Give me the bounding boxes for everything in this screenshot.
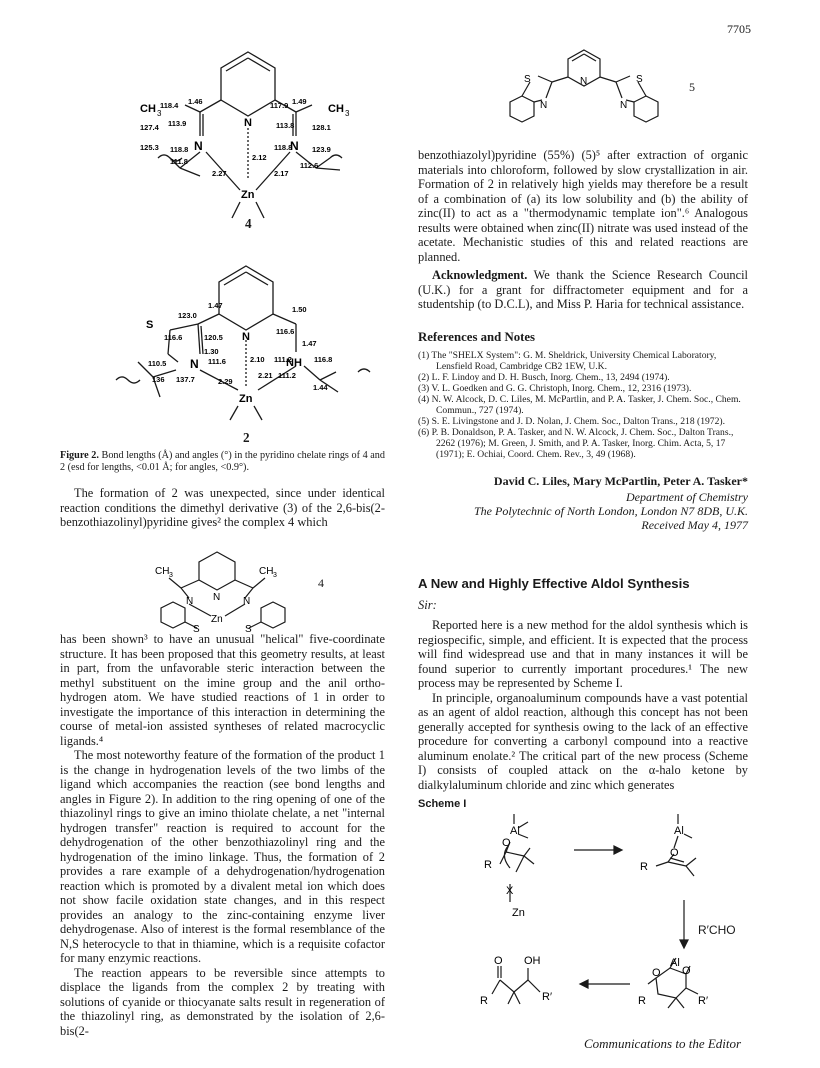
references-heading: References and Notes <box>418 330 536 344</box>
affiliation <box>418 490 748 532</box>
affiliation-institution: The Polytechnic of North London, London N7 8DB, U.K. <box>474 504 748 518</box>
left-paragraph-1 <box>60 486 385 530</box>
svg-text:N: N <box>194 139 203 153</box>
svg-text:123.0: 123.0 <box>178 311 197 320</box>
structure-5-number: 5 <box>689 80 695 94</box>
paragraph-text: The reaction appears to be reversible since attempts to displace the ligands from the complex 2 by treating with solutions of cyanide or thiocyanate salts result in regeneration of the thiazolinyl ring, as demonstrated by the isolation of 2,6-bis(2- <box>60 965 385 1038</box>
svg-text:120.5: 120.5 <box>204 333 223 342</box>
structure-4-label: 4 <box>245 216 252 231</box>
svg-text:113.9: 113.9 <box>168 119 187 128</box>
svg-text:136: 136 <box>152 375 165 384</box>
svg-text:2.29: 2.29 <box>218 377 233 386</box>
svg-text:1.30: 1.30 <box>204 347 219 356</box>
svg-text:OH: OH <box>524 955 541 967</box>
svg-text:111.6: 111.6 <box>208 357 226 366</box>
svg-text:Zn: Zn <box>239 393 253 405</box>
svg-text:123.9: 123.9 <box>312 145 331 154</box>
svg-text:S: S <box>524 74 531 85</box>
svg-text:CH: CH <box>140 103 156 115</box>
figure-caption-label: Figure 2. <box>60 450 99 461</box>
svg-text:3: 3 <box>345 109 350 118</box>
svg-text:1.44: 1.44 <box>313 383 328 392</box>
svg-text:110.5: 110.5 <box>148 359 167 368</box>
svg-text:N: N <box>540 100 548 111</box>
svg-text:1.49: 1.49 <box>292 97 307 106</box>
structure-4-diagram <box>140 40 380 240</box>
figure-2-caption <box>60 450 385 474</box>
paragraph-text: In principle, organoaluminum compounds have a vast potential as an agent of aldol reaction, although this concept has not been generally accepted for synthesis owing to the lack of an effective procedure for converting a carbonyl compound into a reactive aluminum enolate.² The critical part of the new process (Scheme I) consists of coupled attack on the α-halo ketone by dialkylaluminum chloride and zinc which generates <box>418 690 748 792</box>
svg-text:CH: CH <box>328 103 344 115</box>
paragraph-text: Reported here is a new method for the aldol synthesis which is regiospecific, simple, and efficient. It is expected that the process will find widespread use and that in many instances it will be found superior to currently important procedures.¹ The new process may be represented by Scheme I. <box>418 618 748 690</box>
svg-text:Al: Al <box>674 825 684 837</box>
svg-text:Zn: Zn <box>211 614 223 625</box>
page-number: 7705 <box>727 22 751 36</box>
svg-text:118.8: 118.8 <box>170 145 189 154</box>
svg-text:N: N <box>213 592 221 603</box>
structure-2-diagram <box>108 262 378 432</box>
footer-section: Communications to the Editor <box>584 1036 742 1051</box>
reference-item: (4) N. W. Alcock, D. C. Liles, M. McPartlin, and P. A. Tasker, J. Chem. Soc., Chem. Commun., 727 (1974). <box>418 394 741 416</box>
svg-text:2.27: 2.27 <box>212 169 227 178</box>
figure-caption-text: Bond lengths (Å) and angles (°) in the pyridino chelate rings of 4 and 2 (esd for lengths, <0.01 Å; for angles, <0.9°). <box>60 450 385 473</box>
svg-text:N: N <box>580 76 588 87</box>
scheme-label: Scheme I <box>418 798 467 810</box>
svg-text:S: S <box>636 74 643 85</box>
structure-5-diagram <box>500 42 670 138</box>
svg-text:N: N <box>186 596 194 607</box>
svg-text:O: O <box>494 955 503 967</box>
svg-text:R′: R′ <box>542 991 553 1003</box>
svg-text:117.9: 117.9 <box>270 101 289 110</box>
svg-text:127.4: 127.4 <box>140 123 159 132</box>
svg-text:O: O <box>652 967 661 979</box>
svg-text:N: N <box>244 117 252 129</box>
svg-text:Al: Al <box>670 957 680 969</box>
paragraph-text: has been shown³ to have an unusual "helical" five-coordinate structure. It has been proposed that this geometry results, at least in part, from the unfavorable steric interaction between the methyl substituent on the imine group and the anil ortho-hydrogen atom. We have studied reactions of 1 in order to investigate the importance of this interaction in determining the course of metal-ion assisted syntheses of related macrocyclic ligands.⁴ <box>60 632 385 748</box>
svg-text:3: 3 <box>157 109 162 118</box>
svg-text:2.12: 2.12 <box>252 153 267 162</box>
svg-text:128.1: 128.1 <box>312 123 331 132</box>
svg-text:O: O <box>502 837 511 849</box>
svg-text:1.50: 1.50 <box>292 305 307 314</box>
svg-text:N: N <box>620 100 628 111</box>
svg-text:Zn: Zn <box>512 907 525 919</box>
paragraph-text: benzothiazolyl)pyridine (55%) (5)⁵ after extraction of organic materials into chloroform, followed by slow crystallization in air. Formation of 2 in relatively high yields may therefore be a result of a combination of (a) its low solubility and (b) the ability of zinc(II) to act as a "thermodynamic template ion".⁶ Analogous results were obtained when zinc(II) nitrate was used instead of the acetate. Mechanistic studies of this and related reactions are planned. <box>418 148 748 264</box>
svg-text:1.46: 1.46 <box>188 97 203 106</box>
paragraph-text: The formation of 2 was unexpected, since under identical reaction conditions the dimethyl derivative (3) of the 2,6-bis(2-benzothiazolinyl)pyridine gives² the complex 4 which <box>60 486 385 529</box>
svg-text:Zn: Zn <box>241 189 255 201</box>
received-date: Received May 4, 1977 <box>641 518 748 532</box>
svg-text:3: 3 <box>273 572 277 579</box>
svg-text:2.21: 2.21 <box>258 371 273 380</box>
article-title: A New and Highly Effective Aldol Synthesis <box>418 576 690 591</box>
scheme-1-diagram <box>470 808 730 1028</box>
references-list <box>418 350 748 460</box>
svg-text:112.6: 112.6 <box>300 161 319 170</box>
svg-text:NH: NH <box>286 357 302 369</box>
complex-4-number: 4 <box>318 576 324 590</box>
paragraph-text: The most noteworthy feature of the formation of the product 1 is the change in hydrogenation levels of the two limbs of the ligand which accompanies the reaction (see bond lengths and angles in Figure 2). In addition to the ring opening of one of the thiazolinyl rings to give an imino thiolate chelate, a net "internal hydrogen transfer" reaction is required to account for the dehydrogenation of the other benzothiazolinyl ring and the hydrogenation of the imino linkage. Thus, the formation of 2 provides a rare example of a dehydrogenation/hydrogenation reaction which is promoted by a divalent metal ion which does not show facile oxidation state changes, and in this respect provides an analogy to the zinc-containing enzyme liver dehydrogenase. Also of interest is the formal resemblance of the N,S heterocycle to that in thiamine, which is a requisite cofactor for many enzymic reactions. <box>60 748 385 965</box>
svg-text:116.6: 116.6 <box>164 333 183 342</box>
svg-text:3: 3 <box>169 572 173 579</box>
svg-text:CH: CH <box>155 566 170 577</box>
svg-text:2.17: 2.17 <box>274 169 289 178</box>
svg-text:111.2: 111.2 <box>274 355 292 364</box>
svg-text:N: N <box>243 596 251 607</box>
svg-text:Al: Al <box>510 825 520 837</box>
svg-text:O: O <box>682 965 691 977</box>
svg-text:N: N <box>190 357 199 371</box>
reference-item: (1) The "SHELX System": G. M. Sheldrick, University Chemical Laboratory, Lensfield Road, Cambridge CB2 1EW, U.K. <box>418 350 717 372</box>
ack-label: Acknowledgment. <box>432 268 528 282</box>
svg-text:1.47: 1.47 <box>208 301 223 310</box>
svg-text:116.8: 116.8 <box>314 355 333 364</box>
svg-text:CH: CH <box>259 566 274 577</box>
svg-text:R: R <box>638 995 646 1007</box>
svg-text:R: R <box>640 861 648 873</box>
svg-text:1.47: 1.47 <box>302 339 317 348</box>
svg-text:X: X <box>506 885 514 897</box>
right-body <box>418 618 748 792</box>
svg-text:S: S <box>245 624 252 632</box>
svg-text:R′: R′ <box>698 995 709 1007</box>
svg-text:118.8: 118.8 <box>274 143 293 152</box>
svg-text:2.10: 2.10 <box>250 355 265 364</box>
reference-item: (2) L. F. Lindoy and D. H. Busch, Inorg. Chem., 13, 2494 (1974). <box>418 372 670 383</box>
salutation: Sir: <box>418 598 437 612</box>
affiliation-department: Department of Chemistry <box>626 490 748 504</box>
complex-4-structure <box>145 546 315 632</box>
scheme-reagent: R′CHO <box>698 923 736 937</box>
left-paragraphs <box>60 632 385 1038</box>
svg-text:137.7: 137.7 <box>176 375 195 384</box>
reference-item: (6) P. B. Donaldson, P. A. Tasker, and N. W. Alcock, J. Chem. Soc., Dalton Trans., 2262 (1976); M. Green, J. Smith, and P. A. Tasker, Inorg. Chim. Acta, 5, 17 (1971); E. Ochiai, Coord. Chem. Rev., 3, 49 (1968). <box>418 427 734 460</box>
svg-text:O: O <box>670 847 679 859</box>
svg-text:116.6: 116.6 <box>276 327 295 336</box>
svg-text:111.2: 111.2 <box>278 371 296 380</box>
svg-text:111.8: 111.8 <box>170 157 188 166</box>
svg-text:125.3: 125.3 <box>140 143 159 152</box>
svg-text:N: N <box>242 331 250 343</box>
reference-item: (3) V. L. Goedken and G. G. Christoph, Inorg. Chem., 12, 2316 (1973). <box>418 383 692 394</box>
structure-2-label: 2 <box>243 430 250 445</box>
svg-text:113.8: 113.8 <box>276 121 295 130</box>
authors: David C. Liles, Mary McPartlin, Peter A. Tasker* <box>493 474 748 488</box>
ack-text: We thank the Science Research Council (U.K.) for a grant for diffractometer equipment and for a studentship (to D.C.L), and Miss P. Haria for technical assistance. <box>418 268 748 311</box>
svg-text:R: R <box>484 859 492 871</box>
svg-text:S: S <box>146 319 154 331</box>
svg-text:R: R <box>480 995 488 1007</box>
svg-text:N: N <box>290 139 299 153</box>
svg-text:118.4: 118.4 <box>160 101 179 110</box>
reference-item: (5) S. E. Livingstone and J. D. Nolan, J. Chem. Soc., Dalton Trans., 218 (1972). <box>418 416 725 427</box>
acknowledgment <box>418 268 748 312</box>
right-paragraph-1 <box>418 148 748 312</box>
svg-text:S: S <box>193 624 200 632</box>
